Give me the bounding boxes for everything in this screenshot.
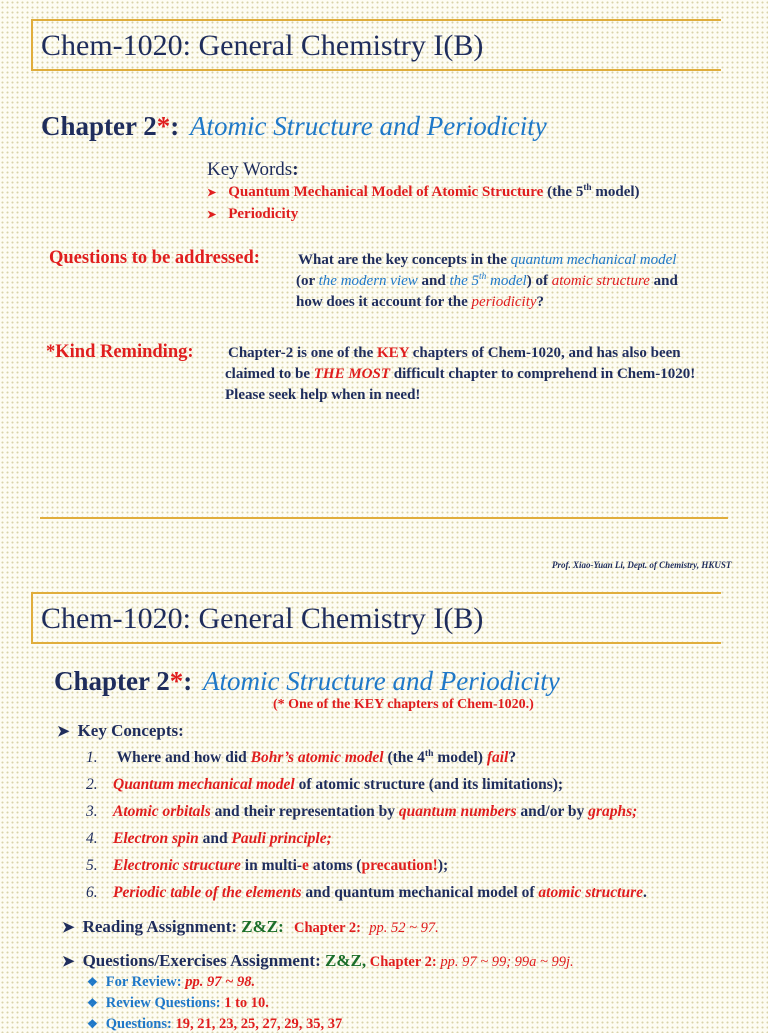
diamond-bullet-icon: ❖ — [87, 996, 98, 1010]
slide1-title: Chem-1020: General Chemistry I(B) — [41, 29, 484, 62]
slide2-qe-assignment: ➤ Questions/Exercises Assignment: Z&Z, Chapter 2: pp. 97 ~ 99; 99a ~ 99j. — [62, 951, 574, 970]
slide2-chapter-title: Atomic Structure and Periodicity — [203, 666, 560, 696]
slide2-title-box — [31, 592, 721, 644]
arrow-bullet-icon: ➤ — [62, 920, 75, 936]
slide2-chapter-heading — [54, 666, 560, 697]
slide2-chapter-colon: : — [183, 666, 193, 696]
arrow-bullet-icon: ➤ — [207, 187, 217, 199]
key-concept-6: 6. Periodic table of the elements and quantum mechanical model of atomic structure. — [86, 884, 647, 901]
slide2-key-concepts-label: ➤ Key Concepts: — [57, 721, 184, 740]
slide2-chapter-prefix: Chapter 2 — [54, 666, 170, 696]
key-concept-5: 5. Electronic structure in multi-e atoms (precaution!); — [86, 857, 449, 874]
key-concept-2: 2. Quantum mechanical model of atomic structure (and its limitations); — [86, 776, 564, 793]
key-concept-3: 3. Atomic orbitals and their representation by quantum numbers and/or by graphs; — [86, 803, 638, 820]
slide1-chapter-colon: : — [170, 111, 180, 141]
slide1-reminding-line2: claimed to be THE MOST difficult chapter to comprehend in Chem-1020! — [225, 366, 696, 382]
slide2-title: Chem-1020: General Chemistry I(B) — [41, 602, 484, 635]
slide1-question-line3: how does it account for the periodicity? — [296, 294, 545, 310]
slide1-questions-label: Questions to be addressed: — [49, 248, 260, 268]
diamond-bullet-icon: ❖ — [87, 975, 98, 989]
key-concept-4: 4. Electron spin and Pauli principle; — [86, 830, 332, 847]
slide1-bottom-divider — [40, 517, 728, 519]
slide2-chapter-note: (* One of the KEY chapters of Chem-1020.) — [273, 697, 534, 712]
arrow-bullet-icon: ➤ — [207, 209, 217, 221]
slide2-review-questions: ❖ Review Questions: 1 to 10. — [87, 995, 269, 1011]
slide1-keyword-2: ➤ Periodicity — [207, 206, 299, 222]
slide1-question-line2: (or the modern view and the 5th model) of atomic structure and — [296, 272, 678, 289]
slide1-key-words-label: Key Words: — [207, 159, 299, 180]
arrow-bullet-icon: ➤ — [57, 724, 70, 740]
slide1-chapter-heading — [41, 111, 547, 142]
slide2-reading-assignment: ➤ Reading Assignment: Z&Z: Chapter 2: pp. 52 ~ 97. — [62, 917, 439, 936]
slide2-questions: ❖ Questions: 19, 21, 23, 25, 27, 29, 35, 37 — [87, 1016, 343, 1032]
slide1-footer: Prof. Xiao-Yuan Li, Dept. of Chemistry, HKUST — [552, 560, 732, 570]
slide2-chapter-star: * — [169, 666, 184, 696]
slide1-title-box — [31, 19, 721, 71]
slide1-reminding-line1: Chapter-2 is one of the KEY chapters of Chem-1020, and has also been — [228, 345, 681, 361]
slide1-chapter-star: * — [156, 111, 171, 141]
slide1-reminding-line3: Please seek help when in need! — [225, 387, 421, 403]
slide1-chapter-title: Atomic Structure and Periodicity — [190, 111, 547, 141]
diamond-bullet-icon: ❖ — [87, 1017, 98, 1031]
slide1-keyword-1: ➤ Quantum Mechanical Model of Atomic Structure (the 5th model) — [207, 183, 640, 200]
slide1-question-line1: What are the key concepts in the quantum mechanical model — [298, 252, 677, 268]
slide2-for-review: ❖ For Review: pp. 97 ~ 98. — [87, 974, 256, 990]
slide1-reminding-label: *Kind Reminding: — [46, 342, 194, 362]
key-concept-1: 1. Where and how did Bohr’s atomic model (the 4th model) fail? — [86, 747, 517, 766]
arrow-bullet-icon: ➤ — [62, 954, 75, 970]
slide1-chapter-prefix: Chapter 2 — [41, 111, 157, 141]
